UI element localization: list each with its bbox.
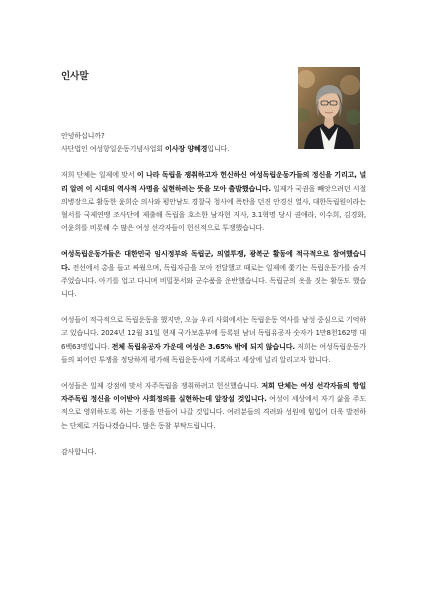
paragraph-text: 여성들은 일제 강점에 맞서 자주독립을 쟁취하려고 헌신했습니다.: [61, 381, 262, 391]
paragraph-text: 저희는 여성독립운동가들의 피어린 투쟁을 정당하게 평가해 독립운동사에 기록하고 세상에 널리 알리고자 합니다.: [61, 341, 366, 364]
paragraph-text: 일제가 국권을 빼앗으려던 시절 의병장으로 활동한 윤희순 의사와 평안남도 경찰국 청사에 폭탄을 던진 안경신 열사, 대한독립원이라는 혈서를 국제연맹 조사단에 제출해 독립을 호소한 남자현 지사, 3.1혁명 당시 권애라, 이수희, 김경화, 어윤희를 비롯해 수 많은 여성 선각자들이 헌신적으로 투쟁했습니다.: [61, 183, 367, 233]
paragraph-mission: [61, 168, 366, 234]
greeting-org: 사단법인 여성항일운동기념사업회: [61, 144, 166, 154]
paragraph-text: 전선에서 총을 들고 싸웠으며, 독립자금을 모아 전달했고 때로는 일제에 쫓기는 독립운동가를 숨겨주었습니다. 아기를 업고 다니며 비밀문서와 군수품을 운반했습니다. 독립군의 옷을 짓는 활동도 했습니다.: [61, 262, 366, 299]
paragraph-emphasis: 여성독립운동가들은 대한민국 임시정부와 독립군, 의열투쟁, 광복군 활동에 적극적으로 참여했습니다.: [61, 249, 366, 272]
greeting-body: [61, 129, 366, 471]
paragraph-activities: [61, 247, 366, 300]
paragraph-emphasis: 전체 독립유공자 가운데 여성은 3.65% 밖에 되지 않습니다.: [111, 341, 295, 351]
greeting-suffix: 입니다.: [207, 144, 230, 154]
paragraph-emphasis: 저희 단체는 여성 선각자들의 항일 자주독립 정신을 이어받아 사회정의를 실현하는데 앞장설 것입니다.: [61, 381, 366, 404]
chairperson-name: 이사장 양혜경: [165, 144, 208, 154]
paragraph-text: 저희 단체는 일제에 맞서: [61, 170, 137, 180]
greeting-line-1: 안녕하십니까?: [61, 131, 105, 140]
paragraph-text: 여성이 세상에서 자기 삶을 주도적으로 영위하도록 하는 기풍을 만들어 나갈 것입니다. 여러분들의 격려와 성원에 힘입어 더욱 발전하는 단체로 거듭나겠습니다. 많은 동참 부탁드립니다.: [61, 394, 366, 430]
closing-line: 감사합니다.: [61, 446, 97, 456]
paragraph-emphasis: 이 나라 독립을 쟁취하고자 헌신하신 여성독립운동가들의 정신을 기리고, 널리 알려 이 시대의 역사적 사명을 실현하려는 뜻을 모아 출발했습니다.: [61, 170, 366, 193]
page-title: 인사말: [61, 71, 89, 82]
paragraph-statistics: [61, 313, 366, 366]
greeting-intro: [61, 129, 366, 155]
paragraph-commitment: [61, 379, 366, 432]
paragraph-text: 여성들이 적극적으로 독립운동을 했지만, 오늘 우리 사회에서는 독립운동 역사를 남성 중심으로 기억하고 있습니다. 2024년 12월 31일 현재 국가보훈부에 등록된 남녀 독립유공자 숫자가 1만8천162명 대 6백63명입니다.: [61, 315, 366, 351]
greeting-line-2: [61, 142, 366, 155]
